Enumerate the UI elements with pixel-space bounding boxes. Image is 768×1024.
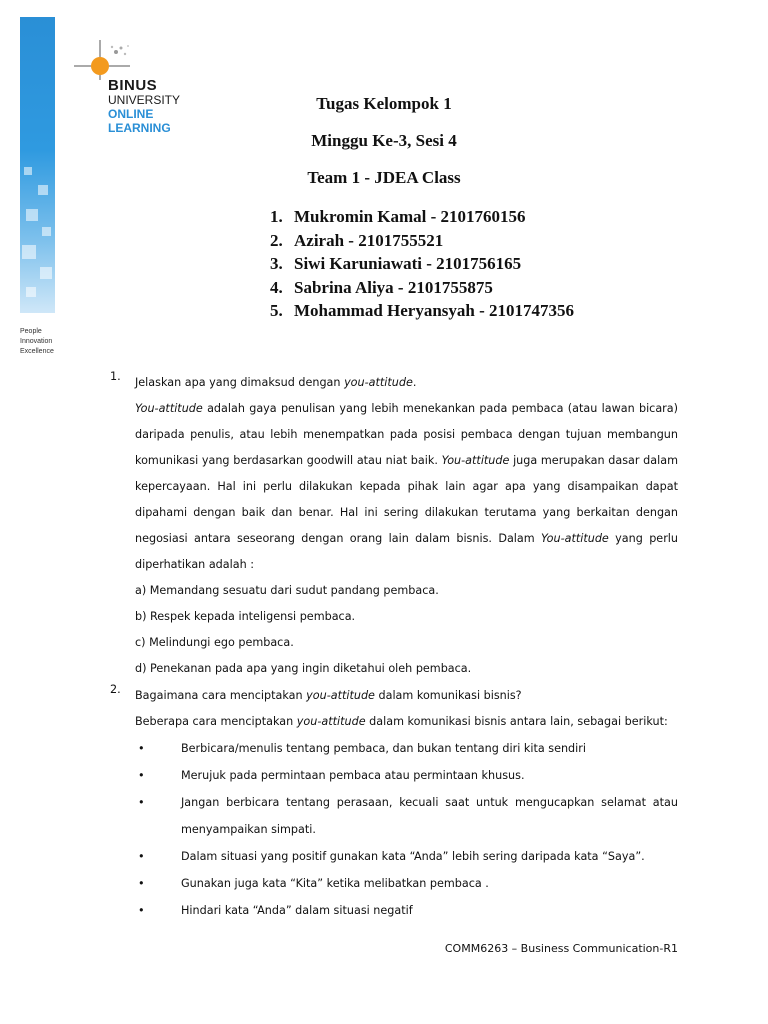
question-number: 2. (110, 683, 121, 696)
bullet-icon: • (138, 769, 145, 782)
member-name: Mukromin Kamal - 2101760156 (294, 207, 526, 226)
bullet-text: Jangan berbicara tentang perasaan, kecuali saat untuk mengucapkan selamat atau menyampaikan simpati. (181, 796, 678, 836)
tagline-line: People (20, 328, 42, 335)
bullet-item (135, 789, 678, 843)
question-text-part: Jelaskan apa yang dimaksud dengan (135, 376, 345, 389)
bullet-text: Gunakan juga kata “Kita” ketika melibatkan pembaca . (181, 877, 489, 890)
bullet-text: Merujuk pada permintaan pembaca atau permintaan khusus. (181, 769, 525, 782)
bullet-text: Berbicara/menulis tentang pembaca, dan bukan tentang diri kita sendiri (181, 742, 586, 755)
team-member (270, 205, 574, 229)
bullet-icon: • (138, 904, 145, 917)
question-2 (110, 683, 678, 924)
question-text (114, 683, 678, 709)
answer-intro (114, 709, 678, 735)
bullet-item (135, 843, 678, 870)
member-number: 5. (270, 301, 283, 320)
question-number: 1. (110, 370, 121, 383)
bullet-text: Hindari kata “Anda” dalam situasi negatif (181, 904, 413, 917)
team-member-list (270, 205, 574, 323)
answer-emphasis: You-attitude (135, 402, 203, 415)
question-text-part: dalam komunikasi bisnis? (374, 689, 522, 702)
answer-point: b) Respek kepada inteligensi pembaca. (135, 610, 356, 623)
document-subtitle: Minggu Ke-3, Sesi 4 (311, 131, 457, 150)
answer-text: yang perlu diperhatikan adalah : (135, 532, 678, 571)
logo-line: ONLINE (108, 107, 154, 121)
question-text-emphasis: you-attitude (306, 689, 375, 702)
answer-text: dalam komunikasi bisnis antara lain, sebagai berikut: (365, 715, 668, 728)
member-name: Azirah - 2101755521 (294, 230, 444, 250)
bullet-icon: • (138, 850, 145, 863)
question-1 (110, 370, 678, 682)
logo-line: UNIVERSITY (108, 93, 181, 107)
team-member (270, 229, 574, 253)
team-name: Team 1 - JDEA Class (307, 168, 461, 187)
answer-paragraph (114, 396, 678, 578)
member-number: 1. (270, 207, 283, 226)
answer-emphasis: You-attitude (541, 532, 609, 545)
bullet-item (135, 762, 678, 789)
answer-text: Beberapa cara menciptakan (135, 715, 297, 728)
bullet-text: Dalam situasi yang positif gunakan kata “Anda” lebih sering daripada kata “Saya”. (181, 850, 645, 863)
bullet-icon: • (138, 796, 145, 809)
answer-point: a) Memandang sesuatu dari sudut pandang pembaca. (135, 584, 439, 597)
member-name: Siwi Karuniawati - 2101756165 (294, 254, 522, 273)
member-number: 2. (270, 230, 283, 250)
question-text-part: Bagaimana cara menciptakan (135, 689, 307, 702)
tagline (20, 327, 54, 357)
answer-emphasis: you-attitude (296, 715, 366, 728)
logo-line: BINUS (108, 77, 158, 94)
bullet-item (135, 870, 678, 897)
answer-point: c) Melindungi ego pembaca. (135, 636, 294, 649)
answer-point: d) Penekanan pada apa yang ingin diketahui oleh pembaca. (135, 662, 472, 675)
member-name: Mohammad Heryansyah - 2101747356 (294, 301, 575, 320)
logo-line: LEARNING (108, 121, 171, 135)
member-number: 4. (270, 277, 283, 297)
question-text-emphasis: you-attitude (344, 376, 413, 389)
team-member (270, 252, 574, 276)
tagline-line: Excellence (20, 348, 54, 355)
bullet-item (135, 897, 678, 924)
member-name: Sabrina Aliya - 2101755875 (294, 277, 493, 297)
bullet-item (135, 735, 678, 762)
member-number: 3. (270, 254, 283, 273)
team-member (270, 299, 574, 323)
answer-text: adalah gaya penulisan yang lebih menekankan pada pembaca (atau lawan bicara) daripada penulis, atau lebih menempatkan pada posisi pembaca dengan tujuan membangun komunikasi yang berdasarkan goodwill atau niat baik. (135, 402, 678, 467)
team-member (270, 276, 574, 300)
question-text-part: . (412, 376, 417, 389)
tagline-line: Innovation (20, 338, 53, 345)
bullet-icon: • (138, 877, 145, 890)
answer-text: juga merupakan dasar dalam kepercayaan. Hal ini perlu dilakukan kepada pihak lain agar apa yang disampaikan dapat dipahami dengan baik dan benar. Hal ini sering dilakukan terutama yang berkaitan dengan negosiasi antara seseorang dengan orang lain dalam bisnis. Dalam (135, 454, 678, 545)
question-text (114, 370, 678, 396)
answer-emphasis: You-attitude (441, 454, 510, 467)
bullet-icon: • (138, 742, 145, 755)
page-footer: COMM6263 – Business Communication-R1 (444, 942, 678, 955)
answer-bullet-list (114, 735, 678, 924)
binus-logo-icon (72, 38, 132, 82)
decorative-side-bar (20, 17, 55, 313)
document-title: Tugas Kelompok 1 (316, 94, 452, 113)
